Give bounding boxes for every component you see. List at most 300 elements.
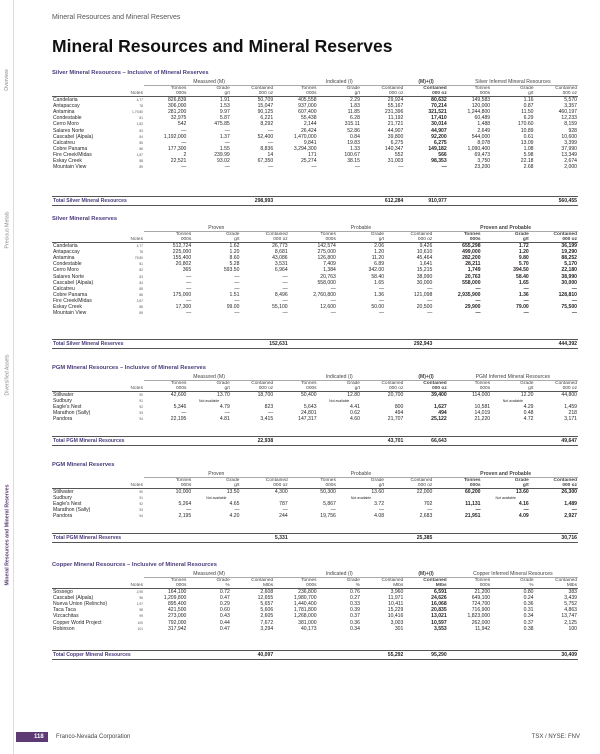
cell-value: 716,900 bbox=[471, 607, 491, 614]
cell-value: 2 bbox=[183, 151, 187, 158]
cell-value: 5.87 bbox=[219, 115, 230, 122]
asset-name: Fire Creek/Midas bbox=[53, 151, 92, 158]
asset-name: Candelaria bbox=[53, 243, 78, 250]
table-row bbox=[52, 310, 578, 316]
cell-value: 1.83 bbox=[350, 103, 360, 110]
cell-value: — bbox=[224, 127, 230, 134]
cell-value: 2,000 bbox=[564, 164, 577, 171]
cell-value: — bbox=[427, 297, 433, 304]
group-mi: (M)+(I) bbox=[404, 79, 447, 86]
cell-value: 6,275 bbox=[390, 139, 404, 146]
note-ref: 81 bbox=[139, 116, 143, 121]
note-ref: 1,79,80 bbox=[132, 110, 143, 115]
cell-value: — bbox=[311, 164, 317, 171]
cell-value: — bbox=[224, 139, 230, 146]
pgm-reserves-table bbox=[52, 471, 578, 520]
note-ref: 83 bbox=[139, 128, 143, 133]
cell-value: 383 bbox=[568, 589, 577, 596]
note-ref: 81 bbox=[139, 262, 143, 267]
column-header: Tonnes bbox=[175, 232, 192, 238]
cell-value: 1,641 bbox=[419, 261, 433, 268]
column-header: Contained bbox=[555, 381, 577, 387]
column-header: Tonnes bbox=[463, 478, 481, 484]
cell-value: 9,841 bbox=[303, 139, 317, 146]
unit-header: g/t bbox=[482, 483, 530, 489]
unit-header: g/t bbox=[491, 386, 534, 392]
cell-value: — bbox=[354, 164, 360, 171]
cell-value: 542 bbox=[177, 121, 187, 128]
cell-value: 655,298 bbox=[462, 243, 481, 250]
nav-tab-diversified-assets[interactable] bbox=[0, 345, 14, 405]
cell-value: — bbox=[224, 410, 230, 417]
cell-value: 394.50 bbox=[513, 267, 529, 274]
asset-name: Marathon (Sally) bbox=[53, 507, 91, 514]
cell-value: 50,709 bbox=[257, 97, 274, 104]
total-indicated: 55,292 bbox=[361, 651, 404, 660]
note-ref: 78 bbox=[139, 250, 143, 255]
cell-value: 38,990 bbox=[561, 273, 577, 280]
cell-value: — bbox=[379, 507, 385, 514]
cell-value: 1,781,800 bbox=[293, 607, 317, 614]
cell-value: 1.16 bbox=[523, 97, 534, 104]
total-pp: 30,716 bbox=[530, 534, 578, 543]
cell-value: 9.80 bbox=[518, 255, 529, 262]
cell-value: 142,574 bbox=[317, 243, 336, 250]
cell-value: 2,760,800 bbox=[313, 291, 336, 298]
cell-value: 13,021 bbox=[431, 613, 447, 620]
column-header: Grade bbox=[346, 86, 360, 92]
unit-header: 000s bbox=[274, 91, 317, 97]
unit-header: 000 oz bbox=[361, 91, 404, 97]
cell-value: 4.20 bbox=[229, 513, 240, 520]
cell-value: — bbox=[186, 285, 192, 292]
page-number: 118 bbox=[16, 732, 48, 742]
cell-value: 6.28 bbox=[350, 115, 360, 122]
total-indicated: 612,284 bbox=[361, 197, 404, 206]
cell-value: 70,214 bbox=[431, 103, 447, 110]
cell-value: 4.16 bbox=[518, 501, 529, 508]
cell-value: 149,182 bbox=[428, 145, 447, 152]
column-header: Tonnes bbox=[170, 578, 187, 584]
cell-blank bbox=[337, 534, 385, 543]
table-row bbox=[52, 589, 578, 596]
cell-value: 10,000 bbox=[175, 489, 192, 496]
cell-blank bbox=[491, 437, 534, 446]
table-row bbox=[52, 164, 578, 170]
cell-value: — bbox=[427, 507, 433, 514]
cell-value: 39,800 bbox=[387, 133, 404, 140]
unit-header: g/t bbox=[337, 483, 385, 489]
unit-header: 000s bbox=[274, 583, 317, 589]
unit-header: 000 oz bbox=[404, 386, 447, 392]
cell-value: 3,399 bbox=[564, 139, 577, 146]
cell-value: 937,000 bbox=[298, 103, 317, 110]
asset-name: Pandora bbox=[53, 416, 73, 423]
cell-blank bbox=[448, 197, 491, 206]
notes-header: Notes bbox=[122, 91, 144, 97]
asset-name: Cobre Panama bbox=[53, 291, 88, 298]
note-ref: 85 bbox=[139, 140, 143, 145]
group-blank bbox=[52, 571, 122, 578]
cell-value: 2,608 bbox=[260, 589, 274, 596]
asset-name: Mountain View bbox=[53, 310, 87, 317]
cell-value: 552 bbox=[394, 151, 404, 158]
cell-value: — bbox=[330, 297, 336, 304]
unit-header: % bbox=[491, 583, 534, 589]
cell-value: 147,317 bbox=[298, 416, 317, 423]
cell-value: 607,400 bbox=[298, 109, 317, 116]
cell-value: — bbox=[330, 310, 336, 317]
cell-value: 3,294,300 bbox=[293, 145, 317, 152]
cell-value: 14 bbox=[267, 151, 274, 158]
group-proven-and-probable: Proven and Probable bbox=[433, 471, 578, 478]
column-header: Tonnes bbox=[463, 232, 481, 238]
cell-value: 32,975 bbox=[170, 115, 187, 122]
cell-value: — bbox=[282, 273, 288, 280]
cell-value: 43,086 bbox=[272, 255, 288, 262]
cell-value: 7,409 bbox=[323, 261, 336, 268]
cell-value: 121,098 bbox=[413, 291, 433, 298]
unit-header: 000s bbox=[289, 237, 337, 243]
silver-reserves-total bbox=[52, 339, 578, 349]
group-proven: Proven bbox=[144, 225, 289, 232]
nav-tab-overview[interactable] bbox=[0, 55, 14, 105]
cell-value: 1.53 bbox=[219, 103, 230, 110]
cell-value: — bbox=[282, 297, 288, 304]
cell-value: — bbox=[379, 285, 385, 292]
cell-value: 13.60 bbox=[371, 489, 385, 496]
cell-blank bbox=[274, 651, 317, 660]
column-header: Tonnes bbox=[474, 86, 491, 92]
note-ref: 86 bbox=[139, 292, 143, 297]
cell-blank bbox=[337, 340, 385, 349]
cell-value: 244 bbox=[279, 513, 288, 520]
cell-value: 8,078 bbox=[477, 139, 491, 146]
cell-value: — bbox=[268, 164, 274, 171]
column-header: Grade bbox=[346, 381, 360, 387]
cell-value: 3,750 bbox=[477, 158, 491, 165]
cell-value: 315.11 bbox=[344, 121, 360, 128]
cell-value: 3,439 bbox=[564, 595, 577, 602]
cell-value: 317,942 bbox=[167, 625, 187, 632]
cell-value: 2,927 bbox=[564, 513, 577, 520]
cell-value: 6,221 bbox=[260, 115, 274, 122]
group-mi: (M)+(I) bbox=[404, 571, 447, 578]
cell-value: 50.00 bbox=[371, 304, 385, 311]
copper-resources-section bbox=[52, 562, 578, 632]
cell-value: 45,464 bbox=[416, 255, 433, 262]
note-ref: 89 bbox=[139, 311, 143, 316]
cell-value: — bbox=[234, 310, 240, 317]
column-header: Contained bbox=[423, 578, 447, 584]
pgm-reserves-total bbox=[52, 533, 578, 543]
cell-value: 60,200 bbox=[464, 489, 481, 496]
cell-value: 3,960 bbox=[390, 589, 404, 596]
cell-value: 140,347 bbox=[384, 145, 404, 152]
asset-name: Fire Creek/Midas bbox=[53, 297, 92, 304]
cell-value: 15,215 bbox=[416, 267, 433, 274]
total-label: Total Copper Mineral Resources bbox=[52, 651, 231, 660]
column-header: Tonnes bbox=[175, 478, 192, 484]
cell-value: — bbox=[181, 139, 187, 146]
unit-header: 000s bbox=[433, 237, 481, 243]
cell-value: — bbox=[571, 285, 577, 292]
unit-header: 000 oz bbox=[530, 483, 578, 489]
cell-value: 0.60 bbox=[219, 607, 230, 614]
note-ref: 88 bbox=[139, 305, 143, 310]
cell-value: 20,700 bbox=[387, 392, 404, 399]
cell-value: — bbox=[186, 310, 192, 317]
cell-value: 4,863 bbox=[564, 607, 577, 614]
cell-value: 13.09 bbox=[520, 139, 534, 146]
cell-value: 39,400 bbox=[431, 392, 447, 399]
notes-header: Notes bbox=[122, 237, 144, 243]
pgm-resources-table bbox=[52, 374, 578, 423]
cell-value: 164,100 bbox=[167, 589, 187, 596]
unit-header: g/t bbox=[482, 237, 530, 243]
column-header: Contained bbox=[423, 381, 447, 387]
total-label: Total PGM Mineral Resources bbox=[52, 437, 231, 446]
cell-value: 10.89 bbox=[520, 127, 534, 134]
silver-resources-total bbox=[52, 196, 578, 206]
asset-name: Candelaria bbox=[53, 97, 78, 104]
cell-value: 321,521 bbox=[428, 109, 447, 116]
cell-value: — bbox=[181, 410, 187, 417]
cell-value: 8,836 bbox=[260, 145, 274, 152]
group-indicated: Indicated (I) bbox=[274, 374, 404, 381]
cell-blank bbox=[482, 534, 530, 543]
cell-value: 11.85 bbox=[347, 109, 360, 116]
cell-value: 5.28 bbox=[229, 261, 240, 268]
cell-value: 0.61 bbox=[523, 133, 534, 140]
total-proven: 5,331 bbox=[240, 534, 288, 543]
asset-name: Calcatreu bbox=[53, 285, 75, 292]
column-header: Tonnes bbox=[320, 478, 336, 484]
cell-value: 11.50 bbox=[521, 109, 534, 116]
group-inferred: Silver Inferred Mineral Resources bbox=[448, 79, 578, 86]
cell-value: — bbox=[282, 310, 288, 317]
cell-value: 273,000 bbox=[167, 613, 187, 620]
note-ref: 78 bbox=[139, 104, 143, 109]
note-ref: 88 bbox=[139, 159, 143, 164]
nav-tab-mineral-resources[interactable] bbox=[0, 470, 14, 600]
group-measured: Measured (M) bbox=[144, 374, 274, 381]
cell-value: 499,000 bbox=[462, 249, 481, 256]
copper-resources-table bbox=[52, 571, 578, 632]
note-ref: 99 bbox=[139, 614, 143, 619]
nav-tab-label: Diversified Assets bbox=[4, 354, 10, 396]
cell-value: 52,400 bbox=[257, 133, 274, 140]
cell-value: 0.38 bbox=[523, 625, 534, 632]
note-ref: 2,95 bbox=[136, 590, 143, 595]
unit-header: g/t bbox=[491, 91, 534, 97]
cell-value: 20,835 bbox=[431, 607, 447, 614]
total-inferred: 560,455 bbox=[535, 197, 578, 206]
cell-value: 1,627 bbox=[433, 404, 447, 411]
cell-blank bbox=[274, 197, 317, 206]
total-measured: 298,993 bbox=[231, 197, 274, 206]
cell-value: 22,180 bbox=[561, 267, 577, 274]
cell-value: 98,353 bbox=[431, 158, 447, 165]
cell-value: 25,122 bbox=[431, 416, 447, 423]
cell-value: 702 bbox=[423, 501, 433, 508]
not-available: Not available bbox=[350, 496, 372, 501]
note-ref: 2,87 bbox=[136, 298, 143, 303]
cell-value: 12.80 bbox=[347, 392, 360, 399]
total-proven: 152,631 bbox=[240, 340, 288, 349]
cell-value: 11.20 bbox=[371, 255, 385, 262]
cell-value: 8,292 bbox=[260, 121, 274, 128]
group-indicated: Indicated (I) bbox=[274, 79, 404, 86]
unit-header: 000s bbox=[144, 483, 192, 489]
ticker-symbol: TSX / NYSE: FNV bbox=[531, 734, 580, 740]
column-header: Tonnes bbox=[301, 381, 317, 387]
column-header: Grade bbox=[520, 578, 534, 584]
unit-header: 000s bbox=[433, 483, 481, 489]
cell-value: 75,500 bbox=[561, 304, 577, 311]
cell-value: 1,489 bbox=[564, 501, 577, 508]
cell-value: 44,907 bbox=[431, 127, 447, 134]
silver-reserves-section bbox=[52, 216, 578, 316]
cell-value: 6.89 bbox=[374, 261, 385, 268]
cell-value: 29,924 bbox=[387, 97, 404, 104]
nav-tab-precious-metals[interactable] bbox=[0, 200, 14, 260]
cell-value: 0.43 bbox=[219, 613, 230, 620]
cell-value: — bbox=[523, 310, 529, 317]
cell-value: 787 bbox=[279, 501, 288, 508]
column-header: Grade bbox=[520, 86, 534, 92]
cell-value: 26,424 bbox=[300, 127, 317, 134]
section-title: PGM Mineral Resources – Inclusive of Mineral Reserves bbox=[52, 365, 207, 371]
cell-value: 282,200 bbox=[462, 255, 481, 262]
asset-name: Stillwater bbox=[53, 489, 74, 496]
pgm-reserves-total-table bbox=[52, 533, 578, 543]
cell-blank bbox=[318, 437, 361, 446]
not-available: Not available bbox=[329, 399, 350, 404]
cell-value: 231,396 bbox=[384, 109, 404, 116]
asset-name: Robinson bbox=[53, 625, 75, 632]
note-ref: 92 bbox=[139, 502, 143, 507]
asset-name: Taca Taca bbox=[53, 607, 76, 614]
cell-blank bbox=[448, 651, 491, 660]
unit-header: g/t bbox=[318, 386, 361, 392]
asset-name: Salares Norte bbox=[53, 273, 85, 280]
total-probable: 292,943 bbox=[385, 340, 433, 349]
cell-value: 1,823,000 bbox=[467, 613, 491, 620]
total-pp: 444,392 bbox=[530, 340, 578, 349]
cell-value: 1.65 bbox=[518, 279, 529, 286]
total-mi: 66,643 bbox=[404, 437, 447, 446]
unit-header: 000s bbox=[144, 386, 187, 392]
cell-value: 544,000 bbox=[471, 133, 491, 140]
section-title: PGM Mineral Reserves bbox=[52, 462, 115, 468]
group-blank bbox=[122, 374, 144, 381]
total-inferred: 49,647 bbox=[535, 437, 578, 446]
cell-value: — bbox=[398, 164, 404, 171]
asset-name: Cascabel (Alpala) bbox=[53, 279, 94, 286]
nav-tab-label: Overview bbox=[4, 69, 10, 91]
unit-header: g/t bbox=[192, 237, 240, 243]
cell-value: 0.48 bbox=[523, 410, 534, 417]
unit-header: 000 oz bbox=[240, 237, 288, 243]
asset-name: Antapaccay bbox=[53, 103, 80, 110]
asset-name: Antapaccay bbox=[53, 249, 80, 256]
cell-value: 36,199 bbox=[561, 243, 577, 250]
cell-value: 21,721 bbox=[387, 121, 404, 128]
cell-value: 4.79 bbox=[219, 404, 230, 411]
cell-value: 1,488 bbox=[477, 121, 491, 128]
cell-blank bbox=[274, 437, 317, 446]
cell-value: 15,047 bbox=[257, 103, 274, 110]
column-header: Contained bbox=[410, 478, 433, 484]
cell-value: 6.29 bbox=[523, 115, 534, 122]
cell-value: 24,626 bbox=[431, 595, 447, 602]
pgm-reserves-section bbox=[52, 462, 578, 520]
group-probable: Probable bbox=[289, 225, 434, 232]
cell-value: 126,800 bbox=[317, 255, 336, 262]
cell-value: 8,681 bbox=[274, 249, 288, 256]
cell-value: 16,068 bbox=[431, 601, 447, 608]
cell-value: 3,531 bbox=[274, 261, 288, 268]
group-probable: Probable bbox=[289, 471, 434, 478]
cell-value: 558,000 bbox=[317, 279, 336, 286]
column-header: Tonnes bbox=[474, 578, 491, 584]
unit-header: 000 oz bbox=[404, 91, 447, 97]
note-ref: 100 bbox=[137, 620, 143, 625]
column-header: Tonnes bbox=[301, 578, 317, 584]
asset-name: Cascabel (Alpala) bbox=[53, 133, 94, 140]
notes-header: Notes bbox=[122, 386, 144, 392]
group-blank bbox=[122, 225, 144, 232]
cell-value: 218 bbox=[568, 410, 577, 417]
silver-reserves-table bbox=[52, 225, 578, 316]
cell-value: 155,400 bbox=[172, 255, 192, 262]
section-title: Silver Mineral Reserves bbox=[52, 216, 118, 222]
cell-value: 5,643 bbox=[303, 404, 317, 411]
column-header: Contained bbox=[265, 232, 288, 238]
cell-value: — bbox=[475, 297, 481, 304]
cell-value: — bbox=[523, 507, 529, 514]
table-row bbox=[52, 513, 578, 519]
cell-blank bbox=[448, 437, 491, 446]
asset-name: Condestable bbox=[53, 115, 82, 122]
pgm-resources-section bbox=[52, 365, 578, 423]
note-ref: 82 bbox=[139, 268, 143, 273]
cell-value: — bbox=[268, 127, 274, 134]
silver-resources-section bbox=[52, 70, 578, 170]
cell-value: 171 bbox=[308, 151, 317, 158]
cell-value: 381,000 bbox=[298, 619, 317, 626]
cell-value: 17,300 bbox=[175, 304, 192, 311]
group-inferred: PGM Inferred Mineral Resources bbox=[448, 374, 578, 381]
cell-value: 3.72 bbox=[374, 501, 385, 508]
cell-value: 1.20 bbox=[518, 249, 529, 256]
asset-name: Cascabel (Alpala) bbox=[53, 595, 94, 602]
cell-value: 67,350 bbox=[257, 158, 274, 165]
unit-header: 000 oz bbox=[385, 483, 433, 489]
cell-value: 895,400 bbox=[167, 601, 187, 608]
cell-value: 5,570 bbox=[564, 97, 577, 104]
unit-header: 000s bbox=[144, 583, 187, 589]
cell-value: 281,200 bbox=[167, 109, 187, 116]
cell-value: 26,773 bbox=[272, 243, 288, 250]
cell-value: 11,971 bbox=[388, 595, 404, 602]
cell-value: 3,357 bbox=[564, 103, 577, 110]
column-header: Tonnes bbox=[301, 86, 317, 92]
column-header: Tonnes bbox=[474, 381, 491, 387]
cell-value: 60,489 bbox=[474, 115, 491, 122]
cell-value: 17,410 bbox=[431, 115, 447, 122]
